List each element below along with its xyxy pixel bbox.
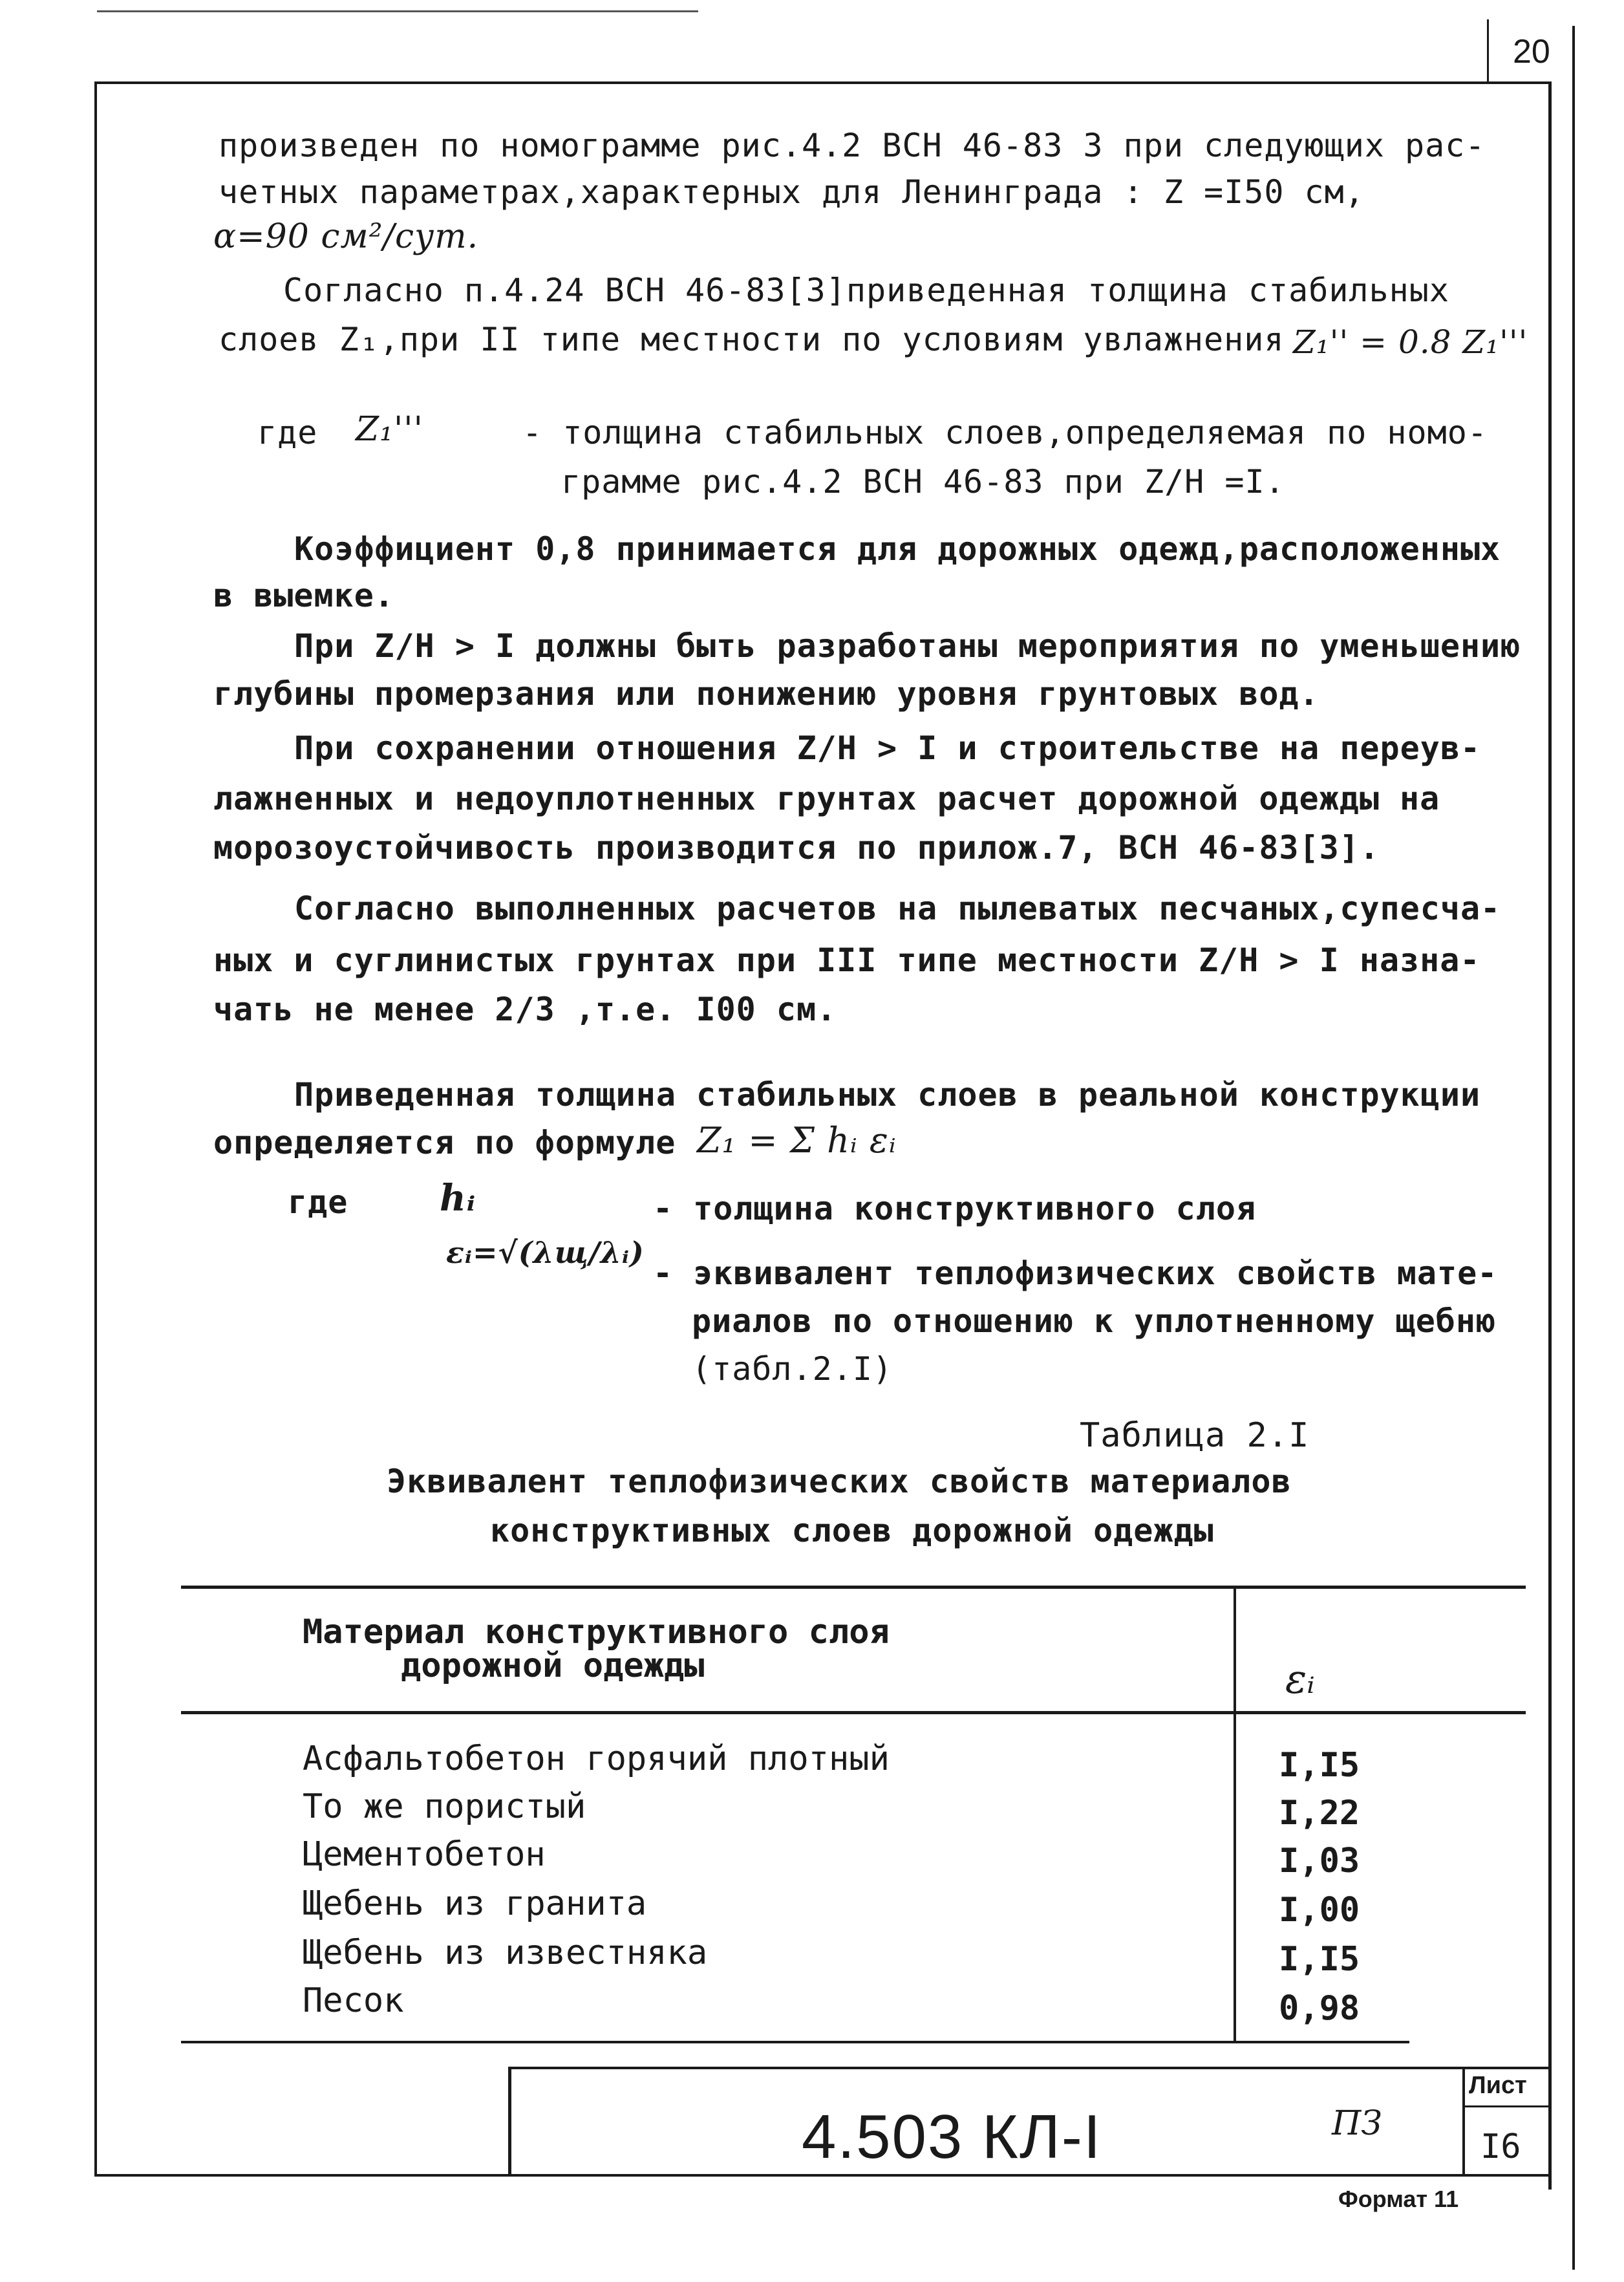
where2-h-description: - толщина конструктивного слоя (653, 1190, 1257, 1227)
where2-eps-line3: (табл.2.I) (692, 1350, 893, 1388)
where2-eps-line1: - эквивалент теплофизических свойств мате- (653, 1254, 1498, 1292)
frame-left (94, 81, 97, 2177)
sheet-number: I6 (1480, 2127, 1521, 2166)
table-cell-value: I,I5 (1279, 1746, 1360, 1785)
para4-line2: глубины промерзания или понижению уровня грунтовых вод. (213, 675, 1320, 713)
table-cell-value: I,00 (1279, 1891, 1360, 1930)
table-top-rule (181, 1586, 1526, 1589)
table-cell-material: Асфальтобетон горячий плотный (303, 1739, 890, 1778)
where2-eps-formula: εᵢ=√(λщ/λᵢ) (446, 1235, 645, 1270)
where1-line2: грамме рис.4.2 ВСН 46-83 при Z/H =I. (561, 463, 1285, 501)
para1-line1: произведен по номограмме рис.4.2 ВСН 46-83 3 при следующих рас- (219, 127, 1486, 164)
table-cell-material: Песок (303, 1981, 404, 2020)
para2-formula: Z₁'' = 0.8 Z₁''' (1293, 323, 1528, 361)
table-cell-value: I,I5 (1279, 1940, 1360, 1979)
table-header-material-line2: дорожной одежды (401, 1646, 705, 1685)
table-cell-material: Щебень из гранита (303, 1884, 647, 1923)
table-number: Таблица 2.I (1080, 1416, 1310, 1455)
para6-line2: ных и суглинистых грунтах при III типе местности Z/H > I назна- (213, 942, 1480, 979)
table-cell-value: I,03 (1279, 1842, 1360, 1880)
para4-line1: При Z/H > I должны быть разработаны мероприятия по уменьшению (294, 627, 1521, 665)
table-cell-material: Щебень из известняка (303, 1933, 708, 1972)
top-rule (97, 10, 698, 12)
stamp-left (508, 2067, 511, 2177)
table-title-line1: Эквивалент теплофизических свойств материалов (387, 1463, 1292, 1500)
where2-eps-line2: риалов по отношению к уплотненному щебню (692, 1302, 1497, 1340)
document-section: ПЗ (1332, 2104, 1382, 2143)
table-header-rule (181, 1711, 1526, 1714)
table-cell-material: Цементобетон (303, 1835, 546, 1874)
table-title-line2: конструктивных слоев дорожной одежды (490, 1512, 1214, 1549)
para3-line1: Коэффициент 0,8 принимается для дорожных одежд,расположенных (294, 530, 1501, 568)
para6-line1: Согласно выполненных расчетов на пылеватых песчаных,супесча- (294, 890, 1501, 927)
format-label: Формат 11 (1338, 2186, 1459, 2212)
para1-line2: четных параметрах,характерных для Ленинграда : Z =I50 см, (219, 173, 1365, 211)
stamp-sheet-label-rule (1462, 2105, 1552, 2107)
where2-label: где (288, 1183, 348, 1221)
table-header-material-line1: Материал конструктивного слоя (303, 1613, 890, 1652)
page-number: 20 (1513, 33, 1550, 70)
frame-top (97, 81, 1552, 84)
table-cell-value: I,22 (1279, 1794, 1360, 1833)
para6-line3: чать не менее 2/3 ,т.е. I00 см. (213, 991, 837, 1028)
para7-line2: определяется по формуле (213, 1124, 676, 1161)
table-cell-value: 0,98 (1279, 1989, 1360, 2028)
para3-line2: в выемке. (213, 577, 394, 614)
frame-bottom (94, 2174, 1552, 2177)
para7-formula: Z₁ = Σ hᵢ εᵢ (697, 1120, 897, 1161)
table-bottom-rule (181, 2041, 1409, 2043)
para2-line1: Согласно п.4.24 ВСН 46-83[3]приведенная толщина стабильных (283, 272, 1449, 309)
para5-line1: При сохранении отношения Z/H > I и строительстве на переув- (294, 729, 1481, 767)
para2-line2: слоев Z₁,при II типе местности по условиям увлажнения (219, 321, 1285, 358)
para5-line2: лажненных и недоуплотненных грунтах расчет дорожной одежды на (213, 780, 1440, 817)
table-column-divider (1234, 1586, 1236, 2041)
stamp-top (509, 2067, 1552, 2069)
stamp-sheet-divider (1462, 2067, 1465, 2177)
page-number-box-left (1487, 19, 1489, 84)
table-header-epsilon: εᵢ (1285, 1655, 1315, 1703)
frame-right (1548, 81, 1552, 2190)
table-cell-material: То же пористый (303, 1787, 586, 1826)
para5-line3: морозоустойчивость производится по прилож.7, ВСН 46-83[3]. (213, 829, 1380, 867)
where1-symbol: Z₁''' (356, 410, 423, 449)
outer-right-rule (1572, 26, 1575, 2270)
para7-line1: Приведенная толщина стабильных слоев в реальной конструкции (294, 1076, 1481, 1114)
where1-line1: - толщина стабильных слоев,определяемая по номо- (522, 414, 1488, 451)
where1-label: где (257, 414, 318, 451)
sheet-label: Лист (1469, 2072, 1527, 2099)
para1-line3: α=90 см²/сут. (213, 217, 479, 256)
where2-h-symbol: hᵢ (440, 1177, 476, 1220)
document-code: 4.503 КЛ-I (802, 2102, 1102, 2171)
